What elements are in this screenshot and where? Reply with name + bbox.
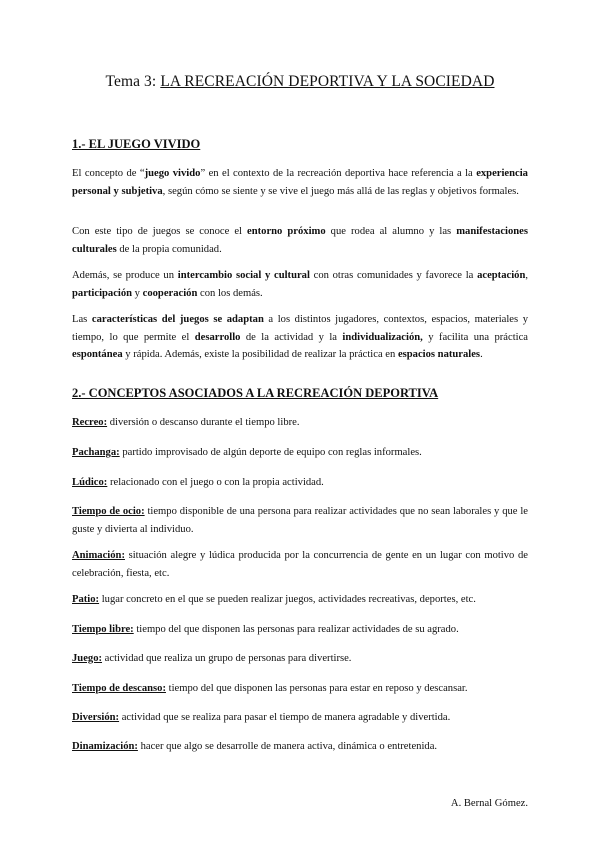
definition-text: hacer que algo se desarrolle de manera activa, dinámica o entretenida. [137,741,438,752]
page-title [0,73,600,91]
definition-item [72,680,528,698]
definition-term: Juego: [72,653,103,664]
title-prefix: Tema 3: [105,73,157,90]
definition-item [72,709,528,727]
definition-term: Animación: [72,550,125,561]
definition-text: situación alegre y lúdica producida por la concurrencia de gente en un lugar con motivo de celebración, fiesta, etc. [72,550,528,579]
definition-term: Lúdico: [72,477,108,488]
paragraph-juego-vivido-3: Además, se produce un intercambio social y cultural con otras comunidades y favorece la aceptación, participación y cooperación con los demás. [72,270,528,299]
definition-item [72,474,528,492]
paragraph-juego-vivido-1: El concepto de “juego vivido” en el contexto de la recreación deportiva hace referencia a la experiencia personal y subjetiva, según cómo se siente y se vive el juego más allá de las reglas y objetivos formales. [72,168,528,197]
definition-term: Diversión: [72,712,120,723]
definition-text: partido improvisado de algún deporte de equipo con reglas informales. [119,447,422,458]
author-signature: A. Bernal Gómez. [450,798,528,809]
definition-term: Dinamización: [72,741,138,752]
definition-term: Recreo: [72,417,108,428]
definition-item [72,591,528,609]
definition-term: Tiempo de ocio: [72,506,145,517]
definition-term: Patio: [72,594,100,605]
definition-text: tiempo del que disponen las personas para realizar actividades de su agrado. [133,624,459,635]
definition-text: actividad que realiza un grupo de personas para divertirse. [102,653,352,664]
definition-item [72,503,528,538]
definition-term: Tiempo libre: [72,624,134,635]
definition-text: tiempo del que disponen las personas para estar en reposo y descansar. [165,683,468,694]
definition-item [72,444,528,462]
definition-term: Pachanga: [72,447,120,458]
section-heading-conceptos: 2.- CONCEPTOS ASOCIADOS A LA RECREACIÓN DEPORTIVA [72,386,439,400]
definition-text: diversión o descanso durante el tiempo libre. [107,417,300,428]
definition-item [72,621,528,639]
paragraph-juego-vivido-2: Con este tipo de juegos se conoce el entorno próximo que rodea al alumno y las manifestaciones culturales de la propia comunidad. [72,226,528,255]
definition-item [72,650,528,668]
definition-text: actividad que se realiza para pasar el tiempo de manera agradable y divertida. [119,712,451,723]
definition-item [72,547,528,582]
definition-item [72,738,528,756]
definition-term: Tiempo de descanso: [72,683,166,694]
title-main: LA RECREACIÓN DEPORTIVA Y LA SOCIEDAD [160,73,495,90]
section-heading-juego-vivido: 1.- EL JUEGO VIVIDO [72,137,201,151]
definition-item [72,414,528,432]
definition-text: tiempo disponible de una persona para realizar actividades que no sean laborales y que le guste y divierta al individuo. [72,506,528,535]
paragraph-juego-vivido-4: Las características del juegos se adaptan a los distintos jugadores, contextos, espacios, materiales y tiempo, lo que permite el desarrollo de la actividad y la individualización, y facilita una práctica espontánea y rápida. Además, existe la posibilidad de realizar la práctica en espacios naturales. [72,314,528,360]
definition-text: relacionado con el juego o con la propia actividad. [107,477,324,488]
definition-text: lugar concreto en el que se pueden realizar juegos, actividades recreativas, deportes, etc. [99,594,476,605]
